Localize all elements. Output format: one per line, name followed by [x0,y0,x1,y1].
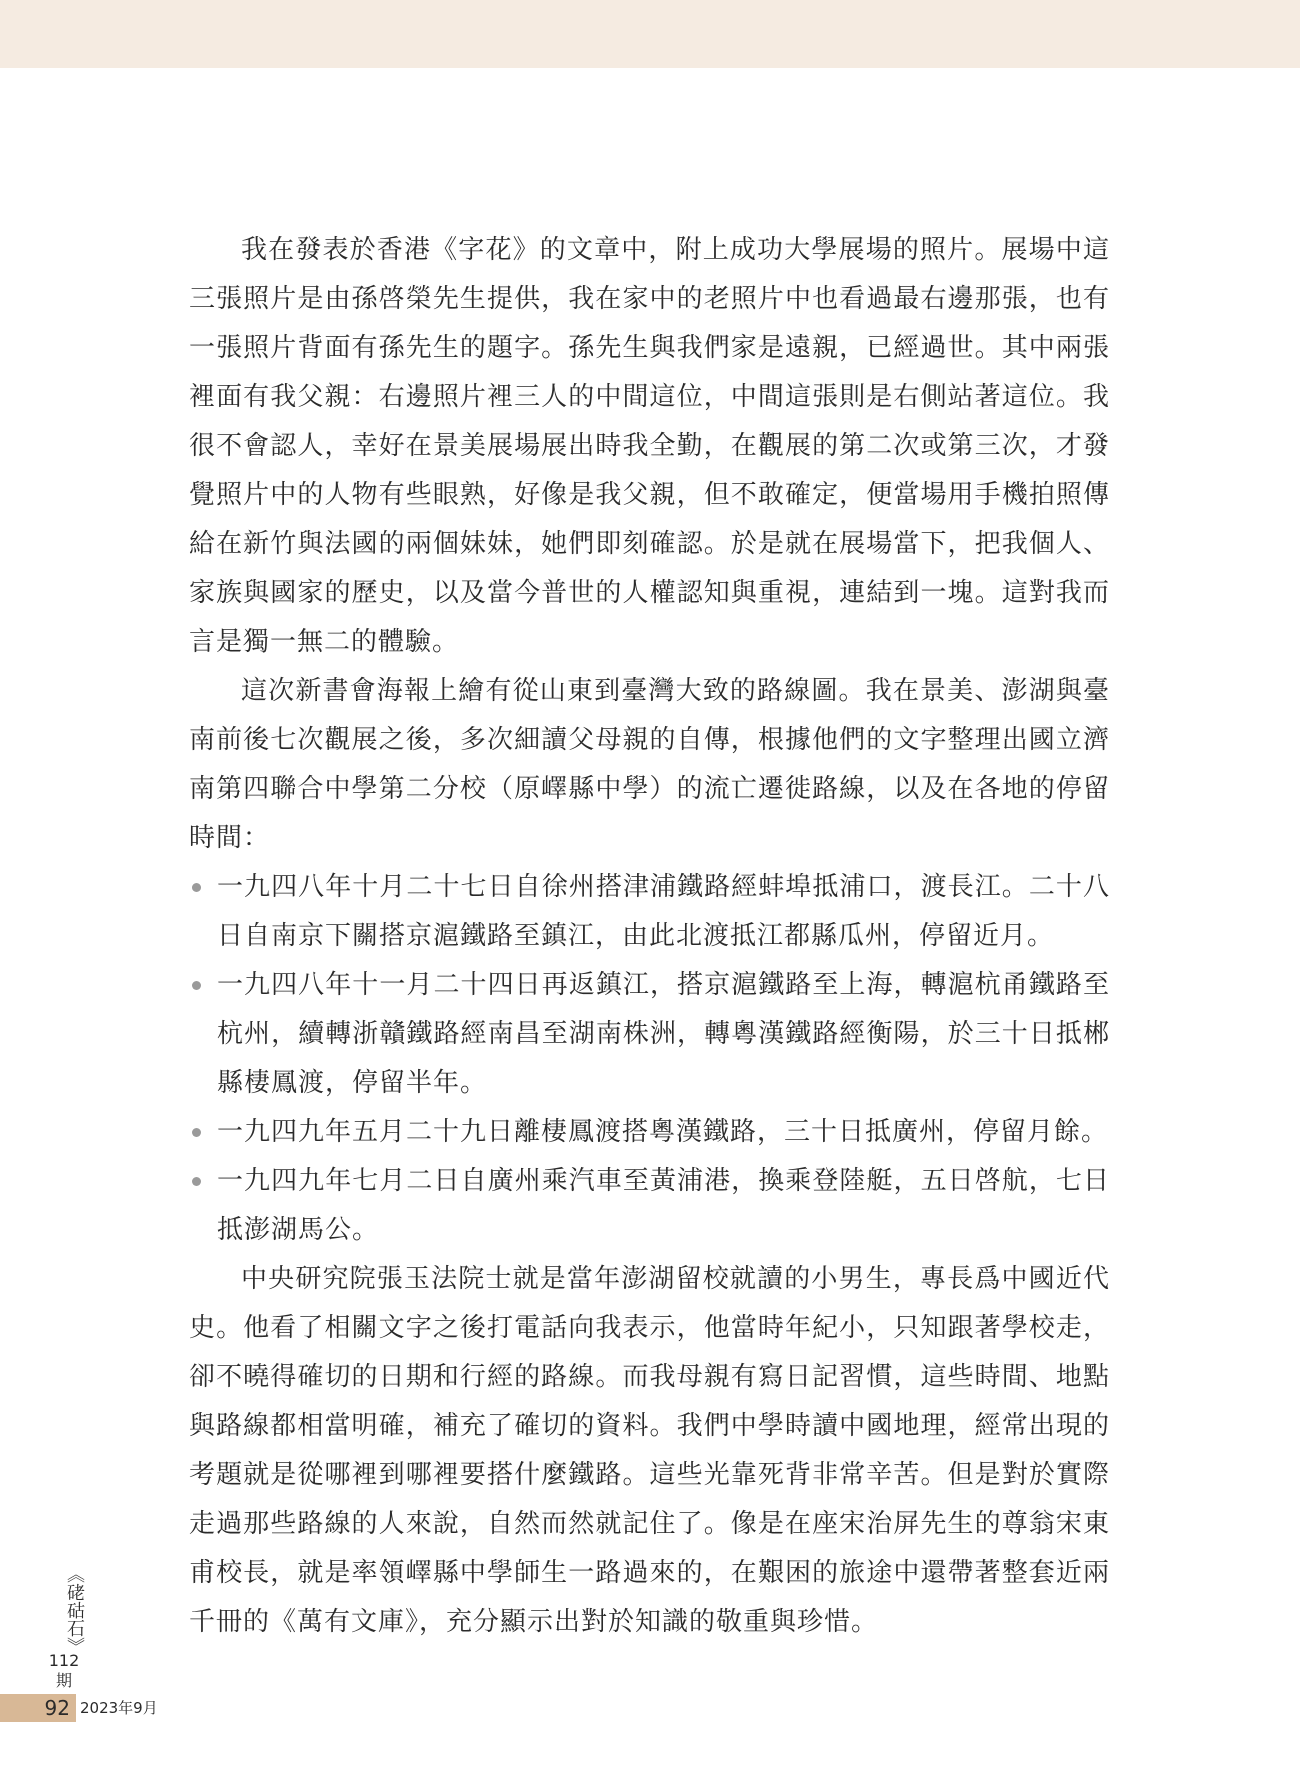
route-item-text: 一九四八年十一月二十四日再返鎮江，搭京滬鐵路至上海，轉滬杭甬鐵路至杭州，續轉浙贛鐵路經南昌至湖南株洲，轉粵漢鐵路經衡陽，於三十日抵郴縣棲鳳渡，停留半年。 [217,970,1110,1098]
bullet-dot-icon [192,883,201,892]
route-item [189,1108,1110,1157]
page-number-badge [0,1694,76,1722]
route-item [189,961,1110,1108]
magazine-title-vertical: 《硓𥑮石》 [64,1565,85,1655]
paragraph-route-intro: 這次新書會海報上繪有從山東到臺灣大致的路線圖。我在景美、澎湖與臺南前後七次觀展之後，多次細讀父母親的自傳，根據他們的文字整理出國立濟南第四聯合中學第二分校（原嶧縣中學）的流亡遷徙路線，以及在各地的停留時間： [189,676,1110,853]
bullet-dot-icon [192,1177,201,1186]
route-item-text: 一九四九年五月二十九日離棲鳳渡搭粵漢鐵路，三十日抵廣州，停留月餘。 [217,1117,1109,1147]
route-item-text: 一九四八年十月二十七日自徐州搭津浦鐵路經蚌埠抵浦口，渡長江。二十八日自南京下關搭京滬鐵路至鎮江，由此北渡抵江都縣瓜州，停留近月。 [217,872,1110,951]
top-decorative-band [0,0,1300,68]
bullet-dot-icon [192,1128,201,1137]
route-list [189,863,1110,1255]
route-item-text: 一九四九年七月二日自廣州乘汽車至黃浦港，換乘登陸艇，五日啓航，七日抵澎湖馬公。 [217,1166,1110,1245]
bullet-dot-icon [192,981,201,990]
paragraph-academician: 中央研究院張玉法院士就是當年澎湖留校就讀的小男生，專長爲中國近代史。他看了相關文字之後打電話向我表示，他當時年紀小，只知跟著學校走，卻不曉得確切的日期和行經的路線。而我母親有寫日記習慣，這些時間、地點與路線都相當明確，補充了確切的資料。我們中學時讀中國地理，經常出現的考題就是從哪裡到哪裡要搭什麼鐵路。這些光靠死背非常辛苦。但是對於實際走過那些路線的人來說，自然而然就記住了。像是在座宋治屏先生的尊翁宋東甫校長，就是率領嶧縣中學師生一路過來的，在艱困的旅途中還帶著整套近兩千冊的《萬有文庫》，充分顯示出對於知識的敬重與珍惜。 [189,1264,1110,1637]
article-body [189,226,1110,1647]
route-item [189,863,1110,961]
issue-number: 112 [48,1651,80,1670]
issue-label: 期 [55,1671,72,1690]
route-item [189,1157,1110,1255]
paragraph-photos: 我在發表於香港《字花》的文章中，附上成功大學展場的照片。展場中這三張照片是由孫啓榮先生提供，我在家中的老照片中也看過最右邊那張，也有一張照片背面有孫先生的題字。孫先生與我們家是遠親，已經過世。其中兩張裡面有我父親：右邊照片裡三人的中間這位，中間這張則是右側站著這位。我很不會認人，幸好在景美展場展出時我全勤，在觀展的第二次或第三次，才發覺照片中的人物有些眼熟，好像是我父親，但不敢確定，便當場用手機拍照傳給在新竹與法國的兩個妹妹，她們即刻確認。於是就在展場當下，把我個人、家族與國家的歷史，以及當今普世的人權認知與重視，連結到一塊。這對我而言是獨一無二的體驗。 [189,235,1110,657]
issue-date: 2023年9月 [80,1699,158,1717]
page-number: 92 [44,1696,70,1720]
